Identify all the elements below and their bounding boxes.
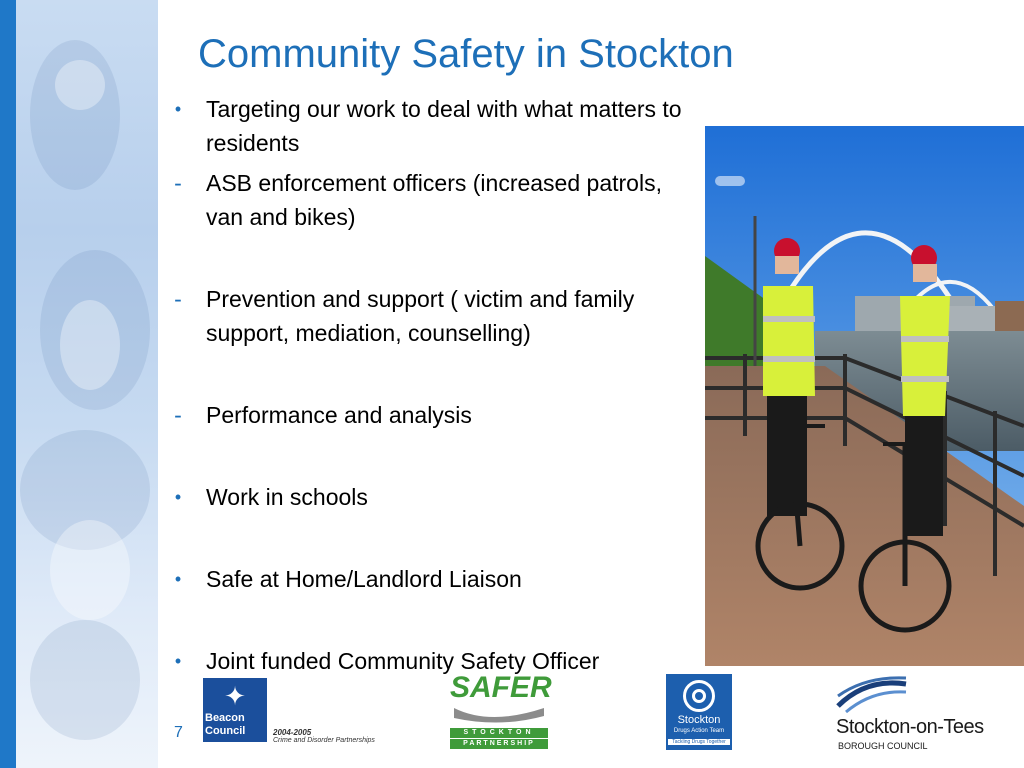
bullet-item (168, 644, 698, 678)
bullet-marker: - (174, 402, 182, 428)
bullet-item (168, 398, 698, 432)
officers-bikes-photo (705, 126, 1024, 666)
bullet-item (168, 480, 698, 514)
left-decorative-band (0, 0, 158, 768)
stockton-on-tees-logo (836, 676, 1008, 754)
bullet-list (168, 92, 698, 678)
slide-title: Community Safety in Stockton (198, 32, 734, 76)
beacon-name-line1: Beacon (205, 712, 245, 724)
stockton-name: Stockton-on-Tees (836, 716, 984, 738)
bullet-item (168, 562, 698, 596)
page-number: 7 (174, 724, 183, 741)
bullet-text: Work in schools (206, 484, 368, 510)
bullet-marker: • (174, 651, 182, 671)
beacon-council-badge (203, 678, 267, 742)
drugs-action-team-logo (666, 674, 732, 750)
left-accent-strip (0, 0, 16, 768)
dat-line2: Drugs Action Team (673, 728, 725, 734)
bullet-item (168, 282, 698, 350)
bullet-item (168, 166, 698, 234)
beacon-star-icon: ✦ (224, 681, 246, 711)
stockton-sub: BOROUGH COUNCIL (838, 741, 928, 751)
safer-town: STOCKTON (463, 729, 535, 736)
ghost-figure-5 (50, 520, 130, 620)
bullet-text: Joint funded Community Safety Officer (206, 648, 600, 674)
safer-town-bar (450, 728, 548, 738)
spiral-icon (683, 680, 715, 712)
dat-tagline: Tackling Drugs Together (668, 739, 730, 745)
bullet-marker: - (174, 170, 182, 196)
bullet-text: Safe at Home/Landlord Liaison (206, 566, 522, 592)
bullet-item (168, 92, 698, 160)
bullet-text: Performance and analysis (206, 402, 472, 428)
beacon-caption: Crime and Disorder Partnerships (273, 737, 375, 744)
safer-hand-icon (450, 704, 548, 726)
bullet-marker: • (174, 487, 182, 507)
bullet-text: Targeting our work to deal with what matters to residents (206, 96, 682, 156)
bullet-text: ASB enforcement officers (increased patrols, van and bikes) (206, 170, 662, 230)
photo-illustration (705, 126, 1024, 666)
ghost-figure-6 (30, 620, 140, 740)
beacon-name-line2: Council (205, 725, 246, 737)
safer-partnership-bar (450, 739, 548, 749)
bullet-marker: • (174, 569, 182, 589)
bullet-marker: • (174, 99, 182, 119)
bullet-marker: - (174, 286, 182, 312)
ghost-figure-2 (55, 60, 105, 110)
ghost-figure-3 (60, 300, 120, 390)
stockton-swoosh-icon (836, 676, 908, 714)
safer-partnership: PARTNERSHIP (463, 740, 535, 747)
bullet-text: Prevention and support ( victim and family support, mediation, counselling) (206, 286, 635, 346)
beacon-council-logo (203, 678, 388, 746)
spiral-inner-ring (692, 689, 706, 703)
beacon-years: 2004-2005 (273, 728, 312, 737)
safer-word: SAFER (450, 671, 552, 704)
dat-line1: Stockton (677, 714, 721, 726)
safer-stockton-logo (450, 671, 552, 750)
